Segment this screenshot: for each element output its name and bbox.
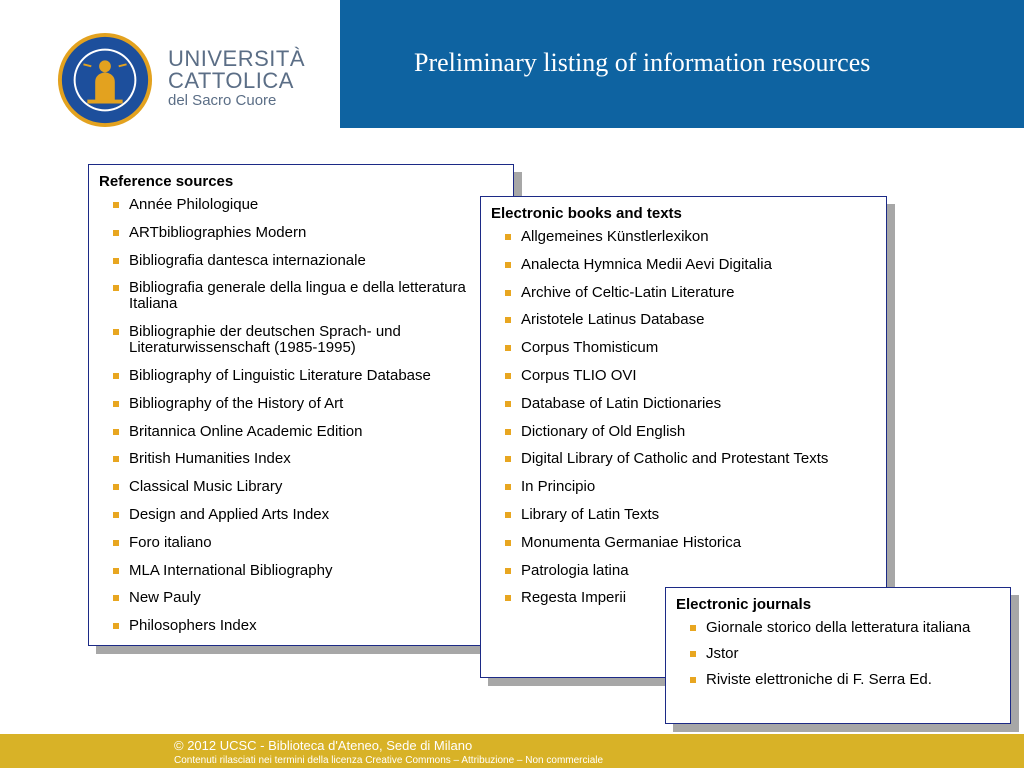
list-item-label: Allgemeines Künstlerlexikon <box>521 228 709 245</box>
bullet-icon <box>113 595 119 601</box>
list-item-label: Corpus TLIO OVI <box>521 366 637 384</box>
bullet-icon <box>113 285 119 291</box>
list-item-label: Dictionary of Old English <box>521 422 686 440</box>
list-item-label: Classical Music Library <box>129 478 283 496</box>
electronic-journals-title: Electronic journals <box>676 596 812 613</box>
reference-sources-list <box>99 197 503 634</box>
list-item <box>99 324 503 356</box>
bullet-icon <box>690 625 696 631</box>
list-item-label: Bibliografia dantesca internazionale <box>129 251 366 269</box>
bullet-icon <box>113 230 119 236</box>
university-seal-logo <box>56 31 154 129</box>
electronic-journals-list <box>676 620 1000 688</box>
footer-license: Contenuti rilasciati nei termini della licenza Creative Commons – Attribuzione – Non commerciale <box>174 755 604 766</box>
list-item-label: Jstor <box>706 645 739 662</box>
reference-sources-box <box>88 164 514 646</box>
list-item <box>99 197 503 213</box>
bullet-icon <box>690 677 696 683</box>
list-item <box>99 590 503 606</box>
bullet-icon <box>113 202 119 208</box>
list-item-label: Analecta Hymnica Medii Aevi Digitalia <box>521 255 772 273</box>
list-item <box>99 618 503 634</box>
list-item-label: MLA International Bibliography <box>129 561 333 579</box>
bullet-icon <box>113 258 119 264</box>
list-item <box>491 229 876 245</box>
reference-sources-title: Reference sources <box>99 173 234 190</box>
list-item-label: Philosophers Index <box>129 617 257 635</box>
bullet-icon <box>113 623 119 629</box>
list-item <box>99 424 503 440</box>
page-title: Preliminary listing of information resources <box>414 48 871 77</box>
list-item-label: Bibliografia generale della lingua e della letteratura Italiana <box>129 279 466 313</box>
list-item <box>99 368 503 384</box>
list-item <box>676 646 1000 662</box>
list-item-label: ARTbibliographies Modern <box>129 223 307 241</box>
bullet-icon <box>113 329 119 335</box>
list-item-label: Database of Latin Dictionaries <box>521 394 722 412</box>
bullet-icon <box>505 234 511 240</box>
bullet-icon <box>113 484 119 490</box>
bullet-icon <box>505 401 511 407</box>
bullet-icon <box>505 429 511 435</box>
list-item <box>491 285 876 301</box>
list-item-label: Monumenta Germaniae Historica <box>521 533 742 551</box>
list-item <box>491 312 876 328</box>
list-item-label: Britannica Online Academic Edition <box>129 422 363 440</box>
bullet-icon <box>505 262 511 268</box>
bullet-icon <box>690 651 696 657</box>
list-item-label: Bibliography of Linguistic Literature Database <box>129 366 431 384</box>
bullet-icon <box>113 456 119 462</box>
bullet-icon <box>505 568 511 574</box>
list-item <box>491 535 876 551</box>
list-item-label: Année Philologique <box>129 196 259 213</box>
list-item-label: In Principio <box>521 478 596 496</box>
bullet-icon <box>113 401 119 407</box>
wordmark-line1: UNIVERSITÀ <box>168 46 306 71</box>
bullet-icon <box>113 568 119 574</box>
bullet-icon <box>505 317 511 323</box>
list-item-label: Library of Latin Texts <box>521 505 660 523</box>
list-item-label: Design and Applied Arts Index <box>129 505 330 523</box>
list-item <box>491 424 876 440</box>
list-item-label: British Humanities Index <box>129 450 291 468</box>
wordmark-line3: del Sacro Cuore <box>168 92 277 109</box>
list-item-label: Riviste elettroniche di F. Serra Ed. <box>706 671 932 688</box>
list-item-label: Corpus Thomisticum <box>521 339 659 357</box>
list-item <box>676 620 1000 636</box>
list-item-label: New Pauly <box>129 589 201 607</box>
list-item <box>99 479 503 495</box>
list-item <box>491 340 876 356</box>
list-item-label: Aristotele Latinus Database <box>521 311 705 329</box>
list-item <box>99 280 503 312</box>
bullet-icon <box>505 595 511 601</box>
list-item-label: Regesta Imperii <box>521 589 627 607</box>
electronic-journals-box <box>665 587 1011 724</box>
list-item-label: Bibliography of the History of Art <box>129 394 344 412</box>
electronic-books-list <box>491 229 876 606</box>
list-item-label: Bibliographie der deutschen Sprach- und Literaturwissenschaft (1985-1995) <box>129 323 401 357</box>
list-item <box>676 672 1000 688</box>
list-item <box>99 451 503 467</box>
list-item <box>491 368 876 384</box>
bullet-icon <box>113 429 119 435</box>
list-item <box>99 507 503 523</box>
list-item-label: Patrologia latina <box>521 561 629 579</box>
list-item <box>491 396 876 412</box>
list-item-label: Digital Library of Catholic and Protestant Texts <box>521 450 829 468</box>
bullet-icon <box>505 456 511 462</box>
list-item <box>491 451 876 467</box>
list-item <box>99 253 503 269</box>
list-item <box>491 479 876 495</box>
list-item <box>491 563 876 579</box>
list-item-label: Archive of Celtic-Latin Literature <box>521 283 735 301</box>
list-item <box>99 563 503 579</box>
wordmark-line2: CATTOLICA <box>168 68 294 93</box>
bullet-icon <box>505 540 511 546</box>
university-wordmark <box>168 48 305 110</box>
electronic-books-title: Electronic books and texts <box>491 205 682 222</box>
list-item <box>99 535 503 551</box>
list-item <box>99 225 503 241</box>
bullet-icon <box>113 373 119 379</box>
footer-copyright: © 2012 UCSC - Biblioteca d'Ateneo, Sede di Milano <box>174 738 473 753</box>
bullet-icon <box>505 484 511 490</box>
bullet-icon <box>505 512 511 518</box>
list-item <box>99 396 503 412</box>
bullet-icon <box>505 373 511 379</box>
list-item <box>491 507 876 523</box>
list-item-label: Foro italiano <box>129 533 212 551</box>
bullet-icon <box>505 345 511 351</box>
bullet-icon <box>505 290 511 296</box>
bullet-icon <box>113 540 119 546</box>
bullet-icon <box>113 512 119 518</box>
list-item <box>491 257 876 273</box>
list-item-label: Giornale storico della letteratura italiana <box>706 619 971 636</box>
